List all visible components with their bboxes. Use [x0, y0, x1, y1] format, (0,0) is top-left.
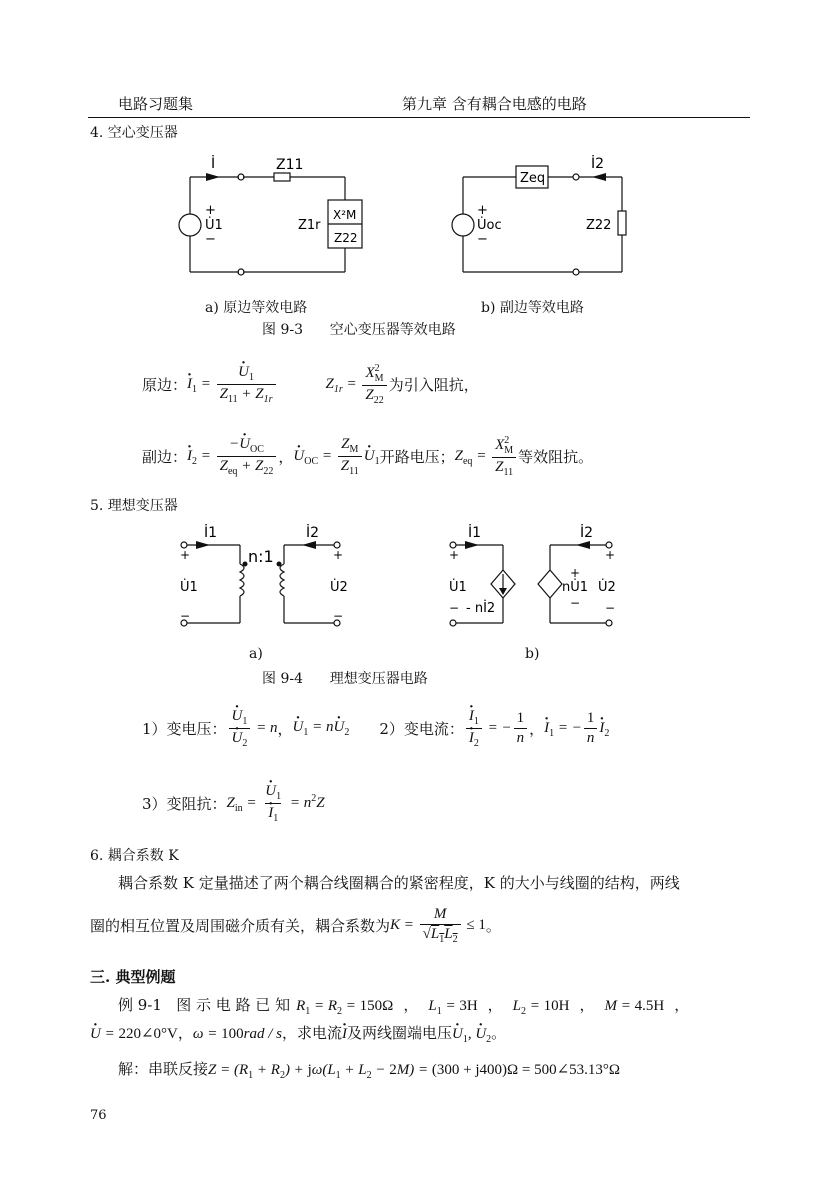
section-6-para-2: 圈的相互位置及周围磁介质有关，耦合系数为 K = $\frac{M}{√L_1L_2}$ ≤ 1 。 [90, 906, 501, 945]
ideal-item-2: 2）变电流： [379, 720, 464, 738]
z1r-label: Z1r [298, 218, 321, 233]
z22-label-a: Z22 [334, 231, 358, 245]
src1-label: - nİ2 [466, 601, 496, 616]
plus-a1: + [180, 548, 191, 562]
uoc-label: U̇oc [477, 218, 502, 233]
section-6-title: 6. 耦合系数 K [90, 848, 179, 864]
example-solution: 解：串联反接 $Z = (R_1 + R_2) + j\omega(L_1 + L_2 - 2M) = (300 + j400)\Omega$ = 500∠53.13°Ω [118, 1060, 621, 1081]
minus-b1: − [449, 601, 460, 615]
section-5-title: 5. 理想变压器 [90, 498, 178, 514]
eq-secondary-label: 副边： [142, 448, 188, 466]
i1-label-b: İ1 [468, 525, 482, 541]
section-3-title: 三. 典型例题 [90, 968, 176, 986]
current-arrow-a [206, 173, 220, 181]
u2-label-4b: U̇2 [598, 580, 616, 595]
solution-label: 解：串联反接 [118, 1060, 209, 1078]
eq-secondary: 副边： · $I_2$ = $\frac{-\cdot U_{OC}}{Z_{eq} + Z_{22}}$ ， · $U_{OC}$ = $\frac{Z_M}{Z_{11}}$ · $U_1$ 开路电压； $Z_{eq}$ = $\frac{X^2_M}{Z_{11}}$ 等效阻抗。 [142, 435, 593, 478]
dot-mark-secondary [277, 562, 282, 567]
minus-src2: − [570, 596, 581, 610]
eq-primary: 原边： · $I_1$ = · $\frac{U_1}{Z_{11} + Z_{1r}}$ $Z_{1r}$ = $\frac{X^2_M}{Z_{22}}$ 为引入阻抗， [142, 363, 479, 406]
eq-primary-label: 原边： [142, 376, 188, 394]
u1-label-4a: U̇1 [180, 580, 198, 595]
section-6-para-2-text: 圈的相互位置及周围磁介质有关，耦合系数为 [90, 917, 391, 935]
caption-9-3a: a) 原边等效电路 [205, 300, 308, 316]
eq-ideal-voltage-current: 1）变电压： · $U_1$ · $U_2$ = n ， · $U_1 = n\cdot U_2$ 2）变电流： · $I_1$ · $I_2$ = − $\frac{1}{n}$ ， · $I_1$ = − $\frac{1}{n}$ · $I_2$ [142, 708, 609, 749]
current-arrow-b [592, 173, 606, 181]
uoc-minus: − [477, 232, 488, 247]
example-line-1: 例 9-1 图 示 电 路 已 知 $R_1 = R_2 = 150\Omega$ ， $L_1 = 3H$ ， $L_2 = 10H$ ， M = 4.5H ， [118, 996, 690, 1017]
example-ask-voltage: 及两线圈端电压 [346, 1024, 452, 1042]
eq-secondary-note2: 等效阻抗。 [518, 448, 594, 466]
i2-label-b4: İ2 [580, 525, 594, 541]
eq-secondary-note1: 开路电压； [379, 448, 455, 466]
plus-a2: + [333, 548, 344, 562]
i2-label-b: İ2 [591, 156, 605, 172]
minus-b2: − [605, 601, 616, 615]
ideal-item-3: 3）变阻抗： [142, 795, 227, 813]
ideal-item-1: 1）变电压： [142, 720, 227, 738]
u1-label-4b: U̇1 [449, 580, 467, 595]
zeq-label: Zeq [520, 171, 546, 186]
caption-9-3b: b) 副边等效电路 [481, 300, 584, 316]
uoc-plus: + [477, 203, 488, 218]
section-4-title: 4. 空心变压器 [90, 125, 178, 141]
example-ask-current: ，求电流 [281, 1024, 342, 1042]
example-intro: 例 9-1 图 示 电 路 已 知 [118, 996, 291, 1014]
src2-label: nU̇1 [562, 580, 589, 595]
arrow-i2-b [576, 541, 590, 549]
plus-b2: + [605, 548, 616, 562]
minus-a1: − [180, 609, 191, 623]
eq-ideal-impedance: 3）变阻抗： $Z_{in}$ = · $U_1$ · $I_1$ = $n^2Z$ [142, 783, 325, 824]
z11-label: Z11 [276, 157, 304, 173]
i1-label-a: İ1 [204, 525, 218, 541]
figure-9-3-circuits [170, 150, 640, 285]
i2-label-a: İ2 [306, 525, 320, 541]
arrow-i2-a [302, 541, 316, 549]
caption-9-4a: a) [249, 646, 263, 662]
section-6-para-1: 耦合系数 K 定量描述了两个耦合线圈耦合的紧密程度，K 的大小与线圈的结构，两线 [118, 874, 680, 892]
figure-9-3-caption: 图 9-3 空心变压器等效电路 [262, 322, 456, 338]
u2-label-4a: U̇2 [330, 580, 348, 595]
caption-9-4b: b) [525, 646, 540, 662]
eq-primary-note: 为引入阻抗， [388, 376, 479, 394]
arrow-i1-b [465, 541, 479, 549]
header-rule [88, 117, 750, 118]
page-number: 76 [90, 1108, 107, 1123]
arrow-i1-a [196, 541, 210, 549]
z22-label-b: Z22 [586, 218, 612, 233]
example-line-2: · U = 220∠0°V ， ω = 100rad / s ，求电流 · I 及两线圈端电压 · $U_1$, · $U_2$ 。 [90, 1022, 506, 1045]
u1-label-a: U̇1 [205, 218, 223, 233]
figure-9-4-circuits [170, 522, 640, 632]
current-label-a: İ [211, 156, 216, 172]
plus-b1: + [449, 548, 460, 562]
u1-minus-a: − [205, 232, 216, 247]
xm2-label: X²M [333, 208, 357, 222]
header-book-title: 电路习题集 [118, 95, 194, 113]
dot-mark-primary [243, 562, 248, 567]
minus-a2: − [333, 609, 344, 623]
plus-src2: + [570, 566, 581, 580]
header-chapter-title: 第九章 含有耦合电感的电路 [402, 95, 587, 113]
figure-9-4-caption: 图 9-4 理想变压器电路 [262, 671, 428, 687]
u1-plus-a: + [205, 203, 216, 218]
ratio-label: n:1 [248, 547, 274, 566]
